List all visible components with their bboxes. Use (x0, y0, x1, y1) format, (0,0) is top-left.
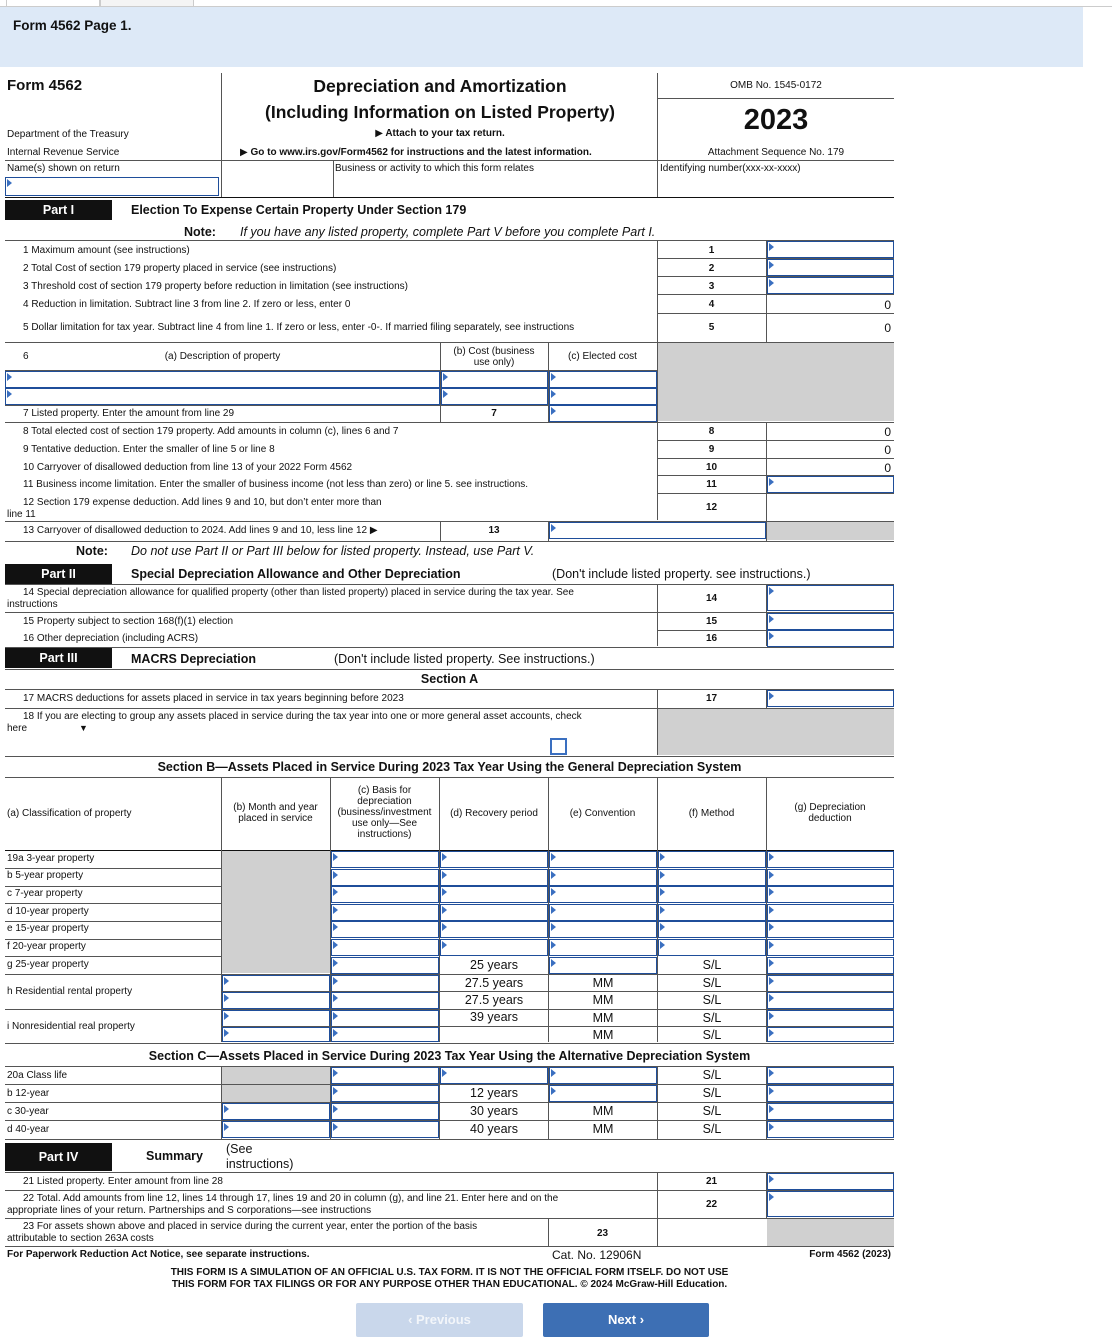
row-19h-method-1: S/L (702, 976, 722, 990)
col-g-deduction-header: (g) Depreciation deduction (794, 802, 866, 824)
line-16-text: 16 Other depreciation (including ACRS) (23, 633, 199, 644)
line-21-num: 21 (705, 1176, 718, 1187)
row-20c-basis[interactable] (331, 1103, 439, 1120)
col-c-header: (c) Elected cost (568, 351, 637, 362)
row-20a-deduction[interactable] (767, 1067, 894, 1084)
col-b-month-header: (b) Month and year placed in service (233, 802, 318, 824)
section-c-title: Section C—Assets Placed in Service During 2023 Tax Year Using the Alternative Depreciation System (148, 1049, 751, 1063)
row-19e-label: e 15-year property (7, 923, 89, 934)
line-7-text: 7 Listed property. Enter the amount from line 29 (23, 408, 235, 419)
row-19d-deduction[interactable] (767, 904, 894, 921)
note2-text: Do not use Part II or Part III below for listed property. Instead, use Part V. (131, 544, 535, 558)
row-20c-label: c 30-year (7, 1106, 49, 1117)
row-19a-method[interactable] (658, 851, 766, 868)
row-19b-deduction[interactable] (767, 869, 894, 886)
line-23-text: 23 For assets shown above and placed in service during the current year, enter the portion of the basis (23, 1221, 478, 1232)
row-19g-deduction[interactable] (767, 957, 894, 974)
line-5-text: 5 Dollar limitation for tax year. Subtract line 4 from line 1. If zero or less, enter -0-. If married filing separately, see instructions (23, 322, 575, 333)
row-19h-recovery-2: 27.5 years (464, 993, 524, 1007)
row-19i-basis-1[interactable] (331, 1010, 439, 1027)
row-19h-month-1[interactable] (222, 975, 330, 992)
row-20d-deduction[interactable] (767, 1121, 894, 1138)
row-19f-recovery[interactable] (440, 939, 548, 956)
gaa-election-checkbox[interactable] (550, 738, 567, 755)
row-19e-method[interactable] (658, 921, 766, 938)
line-22-input[interactable] (767, 1191, 894, 1217)
down-arrow-icon: ▼ (79, 723, 88, 733)
line-5-value: 0 (884, 321, 891, 335)
row-20c-deduction[interactable] (767, 1103, 894, 1120)
line-14-text: 14 Special depreciation allowance for qualified property (other than listed property) placed in service during the tax year. See (23, 587, 574, 598)
line-3-input[interactable] (767, 277, 894, 294)
line-1-text: 1 Maximum amount (see instructions) (23, 245, 190, 256)
line-8-text: 8 Total elected cost of section 179 property. Add amounts in column (c), lines 6 and 7 (23, 426, 399, 437)
part-2-title: Special Depreciation Allowance and Other Depreciation (131, 567, 461, 581)
line-13-input[interactable] (549, 522, 766, 539)
attach-note: ▶ Attach to your tax return. (375, 128, 505, 139)
note2-label: Note: (76, 544, 108, 558)
row-19c-deduction[interactable] (767, 886, 894, 903)
row-19h-convention-2: MM (592, 993, 614, 1007)
row-19e-recovery[interactable] (440, 921, 548, 938)
line-9-value: 0 (884, 443, 891, 457)
row-19h-basis-2[interactable] (331, 992, 439, 1009)
line-2-input[interactable] (767, 259, 894, 276)
row-19b-label: b 5-year property (7, 870, 84, 881)
row-20c-recovery: 30 years (470, 1104, 518, 1118)
row-19c-method[interactable] (658, 886, 766, 903)
row-19i-label: i Nonresidential real property (7, 1021, 135, 1032)
row-20b-recovery: 12 years (470, 1086, 518, 1100)
row-19i-deduction-2[interactable] (767, 1027, 894, 1042)
page-banner (0, 7, 1083, 67)
part-1-title: Election To Expense Certain Property Under Section 179 (131, 203, 467, 217)
line-1-input[interactable] (767, 241, 894, 258)
row-19f-basis[interactable] (331, 939, 439, 956)
col-b-header-2: use only) (473, 357, 515, 368)
row-19a-recovery[interactable] (440, 851, 548, 868)
row-19h-basis-1[interactable] (331, 975, 439, 992)
line-16-input[interactable] (767, 630, 894, 647)
tax-year: 2023 (743, 104, 809, 136)
part-2-badge: Part II (5, 564, 112, 584)
line-15-input[interactable] (767, 613, 894, 630)
row-20a-convention[interactable] (549, 1067, 657, 1084)
line-15-num: 15 (705, 616, 718, 627)
line-17-text: 17 MACRS deductions for assets placed in service in tax years beginning before 2023 (23, 693, 404, 704)
line-12-text: 12 Section 179 expense deduction. Add lines 9 and 10, but don’t enter more than (23, 497, 382, 508)
row-19i-recovery-1: 39 years (470, 1010, 518, 1024)
row-20b-deduction[interactable] (767, 1085, 894, 1102)
line-11-input[interactable] (767, 476, 894, 493)
row-20d-recovery: 40 years (470, 1122, 518, 1136)
line-18-text-2: here (7, 723, 28, 734)
form-footer-id: Form 4562 (2023) (809, 1249, 891, 1260)
line-14-text-2: instructions (7, 599, 58, 610)
row-19i-deduction-1[interactable] (767, 1010, 894, 1027)
row-20d-method: S/L (702, 1122, 722, 1136)
row-19b-recovery[interactable] (440, 869, 548, 886)
row-20a-method: S/L (702, 1068, 722, 1082)
row-20b-label: b 12-year (7, 1088, 50, 1099)
line-13-num: 13 (488, 525, 500, 536)
row-19h-label: h Residential rental property (7, 986, 133, 997)
col-d-recovery-header: (d) Recovery period (450, 808, 538, 819)
form-subtitle: (Including Information on Listed Property) (265, 102, 615, 122)
row-19c-convention[interactable] (549, 886, 657, 903)
row-19c-recovery[interactable] (440, 886, 548, 903)
row-20a-label: 20a Class life (7, 1070, 68, 1081)
row-19h-recovery-1: 27.5 years (464, 976, 524, 990)
row-20d-month[interactable] (222, 1121, 330, 1138)
row-19c-label: c 7-year property (7, 888, 83, 899)
line-14-num: 14 (705, 593, 718, 604)
row-19g-recovery: 25 years (470, 958, 518, 972)
line-18-shaded (658, 709, 894, 755)
row-19c-basis[interactable] (331, 886, 439, 903)
row-19i-month-2[interactable] (222, 1027, 330, 1042)
row-19d-method[interactable] (658, 904, 766, 921)
row-19b-convention[interactable] (549, 869, 657, 886)
line-18-text: 18 If you are electing to group any assets placed in service during the tax year into one or more general asset accounts, check (23, 711, 582, 722)
page-title: Form 4562 Page 1. (13, 18, 132, 33)
col-e-convention-header: (e) Convention (569, 808, 636, 819)
line-3-text: 3 Threshold cost of section 179 property before reduction in limitation (see instructions) (23, 281, 409, 292)
line-23-text-2: attributable to section 263A costs (7, 1233, 154, 1244)
note-label: Note: (184, 225, 216, 239)
row-20c-method: S/L (702, 1104, 722, 1118)
row-19a-label: 19a 3-year property (7, 853, 95, 864)
row-19h-deduction-2[interactable] (767, 992, 894, 1009)
line-4-num: 4 (708, 299, 715, 310)
line-14-input[interactable] (767, 585, 894, 611)
row-19g-method: S/L (702, 958, 722, 972)
dept-treasury: Department of the Treasury (7, 129, 129, 140)
row-19i-method-1: S/L (702, 1011, 722, 1025)
line-9-text: 9 Tentative deduction. Enter the smaller of line 5 or line 8 (23, 444, 275, 455)
row-20c-month[interactable] (222, 1103, 330, 1120)
row-19i-convention-2: MM (592, 1028, 614, 1042)
col-a-class-header: (a) Classification of property (7, 808, 132, 819)
row-19e-convention[interactable] (549, 921, 657, 938)
cat-number: Cat. No. 12906N (552, 1248, 642, 1262)
part-3-paren: (Don't include listed property. See instructions.) (334, 652, 595, 666)
row-19d-label: d 10-year property (7, 906, 89, 917)
part-3-title: MACRS Depreciation (131, 652, 257, 666)
line-13-text: 13 Carryover of disallowed deduction to 2024. Add lines 9 and 10, less line 12 ▶ (23, 525, 378, 536)
line-17-num: 17 (705, 693, 718, 704)
omb-number: OMB No. 1545-0172 (730, 80, 822, 91)
name-label: Name(s) shown on return (7, 163, 120, 174)
row-19d-convention[interactable] (549, 904, 657, 921)
form-title: Depreciation and Amortization (313, 76, 567, 96)
part-1-badge: Part I (5, 200, 112, 220)
line-6-desc-2[interactable] (5, 388, 440, 405)
row-19i-basis-2[interactable] (331, 1027, 439, 1042)
row-19a-deduction[interactable] (767, 851, 894, 868)
row-19e-deduction[interactable] (767, 921, 894, 938)
goto-note: ▶ Go to www.irs.gov/Form4562 for instructions and the latest information. (240, 147, 592, 158)
row-20b-basis[interactable] (331, 1085, 439, 1102)
form-number: Form 4562 (7, 77, 83, 94)
line-13-shaded (767, 522, 894, 540)
row-19b-method[interactable] (658, 869, 766, 886)
line-4-value: 0 (884, 298, 891, 312)
row-20b-method: S/L (702, 1086, 722, 1100)
col-b-header-1: (b) Cost (business (453, 346, 535, 357)
simulation-notice-1: THIS FORM IS A SIMULATION OF AN OFFICIAL U.S. TAX FORM. IT IS NOT THE OFFICIAL FORM ITSELF. DO NOT USE (170, 1267, 729, 1278)
tab-page-2[interactable] (100, 0, 194, 7)
line-11-text: 11 Business income limitation. Enter the smaller of business income (not less than zero) or line 5. see instructions. (23, 479, 529, 490)
row-19g-label: g 25-year property (7, 959, 89, 970)
part-4-paren-1: (See (226, 1142, 253, 1156)
line-22-text: 22 Total. Add amounts from line 12, lines 14 through 17, lines 19 and 20 in column (g), and line 21. Enter here and on the (23, 1193, 559, 1204)
line-15-text: 15 Property subject to section 168(f)(1) election (23, 616, 234, 627)
row-19e-basis[interactable] (331, 921, 439, 938)
line-2-num: 2 (708, 263, 715, 274)
row-19b-basis[interactable] (331, 869, 439, 886)
row-19a-basis[interactable] (331, 851, 439, 868)
line-16-num: 16 (705, 633, 718, 644)
line-12-text-2: line 11 (7, 509, 36, 520)
paperwork-notice: For Paperwork Reduction Act Notice, see separate instructions. (7, 1249, 310, 1260)
row-20a-basis[interactable] (331, 1067, 439, 1084)
line-6-desc-1[interactable] (5, 371, 440, 388)
line-6-shaded (658, 343, 894, 421)
line-11-num: 11 (706, 479, 717, 490)
row-19d-recovery[interactable] (440, 904, 548, 921)
row-19d-basis[interactable] (331, 904, 439, 921)
row-20c-convention: MM (592, 1104, 614, 1118)
line-8-num: 8 (708, 426, 715, 437)
note-text: If you have any listed property, complete Part V before you complete Part I. (240, 225, 656, 239)
section-b-title: Section B—Assets Placed in Service During 2023 Tax Year Using the General Depreciation System (157, 760, 742, 774)
simulation-notice-2: THIS FORM FOR TAX FILINGS OR FOR ANY PURPOSE OTHER THAN EDUCATIONAL. © 2024 McGraw-Hill Education. (171, 1279, 728, 1290)
row-19f-method[interactable] (658, 939, 766, 956)
line-10-value: 0 (884, 461, 891, 475)
row-20d-convention: MM (592, 1122, 614, 1136)
row-19h-deduction-1[interactable] (767, 975, 894, 992)
line-6-elected-2[interactable] (549, 388, 657, 405)
part-4-badge: Part IV (5, 1143, 112, 1171)
line-23-shaded (767, 1219, 894, 1246)
line-6-cost-2[interactable] (441, 388, 548, 405)
attachment-seq: Attachment Sequence No. 179 (707, 147, 845, 158)
tab-page-1[interactable] (6, 0, 100, 7)
line-1-num: 1 (708, 245, 715, 256)
line-10-text: 10 Carryover of disallowed deduction from line 13 of your 2022 Form 4562 (23, 462, 353, 473)
id-label: Identifying number(xxx-xx-xxxx) (660, 163, 801, 174)
line-5-num: 5 (708, 322, 715, 333)
line-8-value: 0 (884, 425, 891, 439)
row-19f-convention[interactable] (549, 939, 657, 956)
line-7-num: 7 (491, 408, 497, 419)
row-19f-label: f 20-year property (7, 941, 86, 952)
business-label: Business or activity to which this form relates (335, 163, 534, 174)
line-7-input[interactable] (549, 405, 657, 422)
next-button[interactable]: Next › (543, 1303, 709, 1337)
previous-button[interactable]: ‹ Previous (356, 1303, 523, 1337)
line-21-input[interactable] (767, 1173, 894, 1190)
line-17-input[interactable] (767, 690, 894, 707)
col-c-basis-header: (c) Basis for depreciation (business/investment use only—See instructions) (337, 785, 432, 840)
row-19h-method-2: S/L (702, 993, 722, 1007)
line-21-text: 21 Listed property. Enter amount from line 28 (23, 1176, 223, 1187)
row-19g-basis[interactable] (331, 957, 439, 974)
row-19g-convention[interactable] (549, 957, 657, 974)
row-19a-convention[interactable] (549, 851, 657, 868)
part-3-badge: Part III (5, 648, 112, 668)
name-input[interactable] (5, 177, 219, 196)
row-19i-month-1[interactable] (222, 1010, 330, 1027)
line-10-num: 10 (705, 462, 718, 473)
line-23-num: 23 (596, 1228, 609, 1239)
part-4-title: Summary (146, 1149, 203, 1163)
row-19i-method-2: S/L (702, 1028, 722, 1042)
row-19f-deduction[interactable] (767, 939, 894, 956)
line-4-text: 4 Reduction in limitation. Subtract line 3 from line 2. If zero or less, enter 0 (23, 299, 351, 310)
part-4-paren-2: instructions) (226, 1157, 294, 1171)
row-20b-convention[interactable] (549, 1085, 657, 1102)
line-12-num: 12 (705, 502, 718, 513)
row-20a-recovery[interactable] (440, 1067, 548, 1084)
col-f-method-header: (f) Method (688, 808, 735, 819)
line-9-num: 9 (708, 444, 715, 455)
section-a-title: Section A (420, 672, 479, 686)
line-3-num: 3 (708, 281, 715, 292)
row-19i-convention-1: MM (592, 1011, 614, 1025)
line-22-text-2: appropriate lines of your return. Partnerships and S corporations—see instructions (7, 1205, 372, 1216)
irs-label: Internal Revenue Service (7, 147, 120, 158)
line-22-num: 22 (705, 1199, 718, 1210)
line-2-text: 2 Total Cost of section 179 property placed in service (see instructions) (23, 263, 337, 274)
line-6-cost-1[interactable] (441, 371, 548, 388)
row-19h-convention-1: MM (592, 976, 614, 990)
row-20d-basis[interactable] (331, 1121, 439, 1138)
line-6-num: 6 (23, 351, 29, 362)
line-6-elected-1[interactable] (549, 371, 657, 388)
col-b-shaded (222, 851, 330, 973)
row-20d-label: d 40-year (7, 1124, 50, 1135)
col-a-header: (a) Description of property (164, 351, 281, 362)
row-19h-month-2[interactable] (222, 992, 330, 1009)
part-2-paren: (Don't include listed property. see instructions.) (552, 567, 811, 581)
